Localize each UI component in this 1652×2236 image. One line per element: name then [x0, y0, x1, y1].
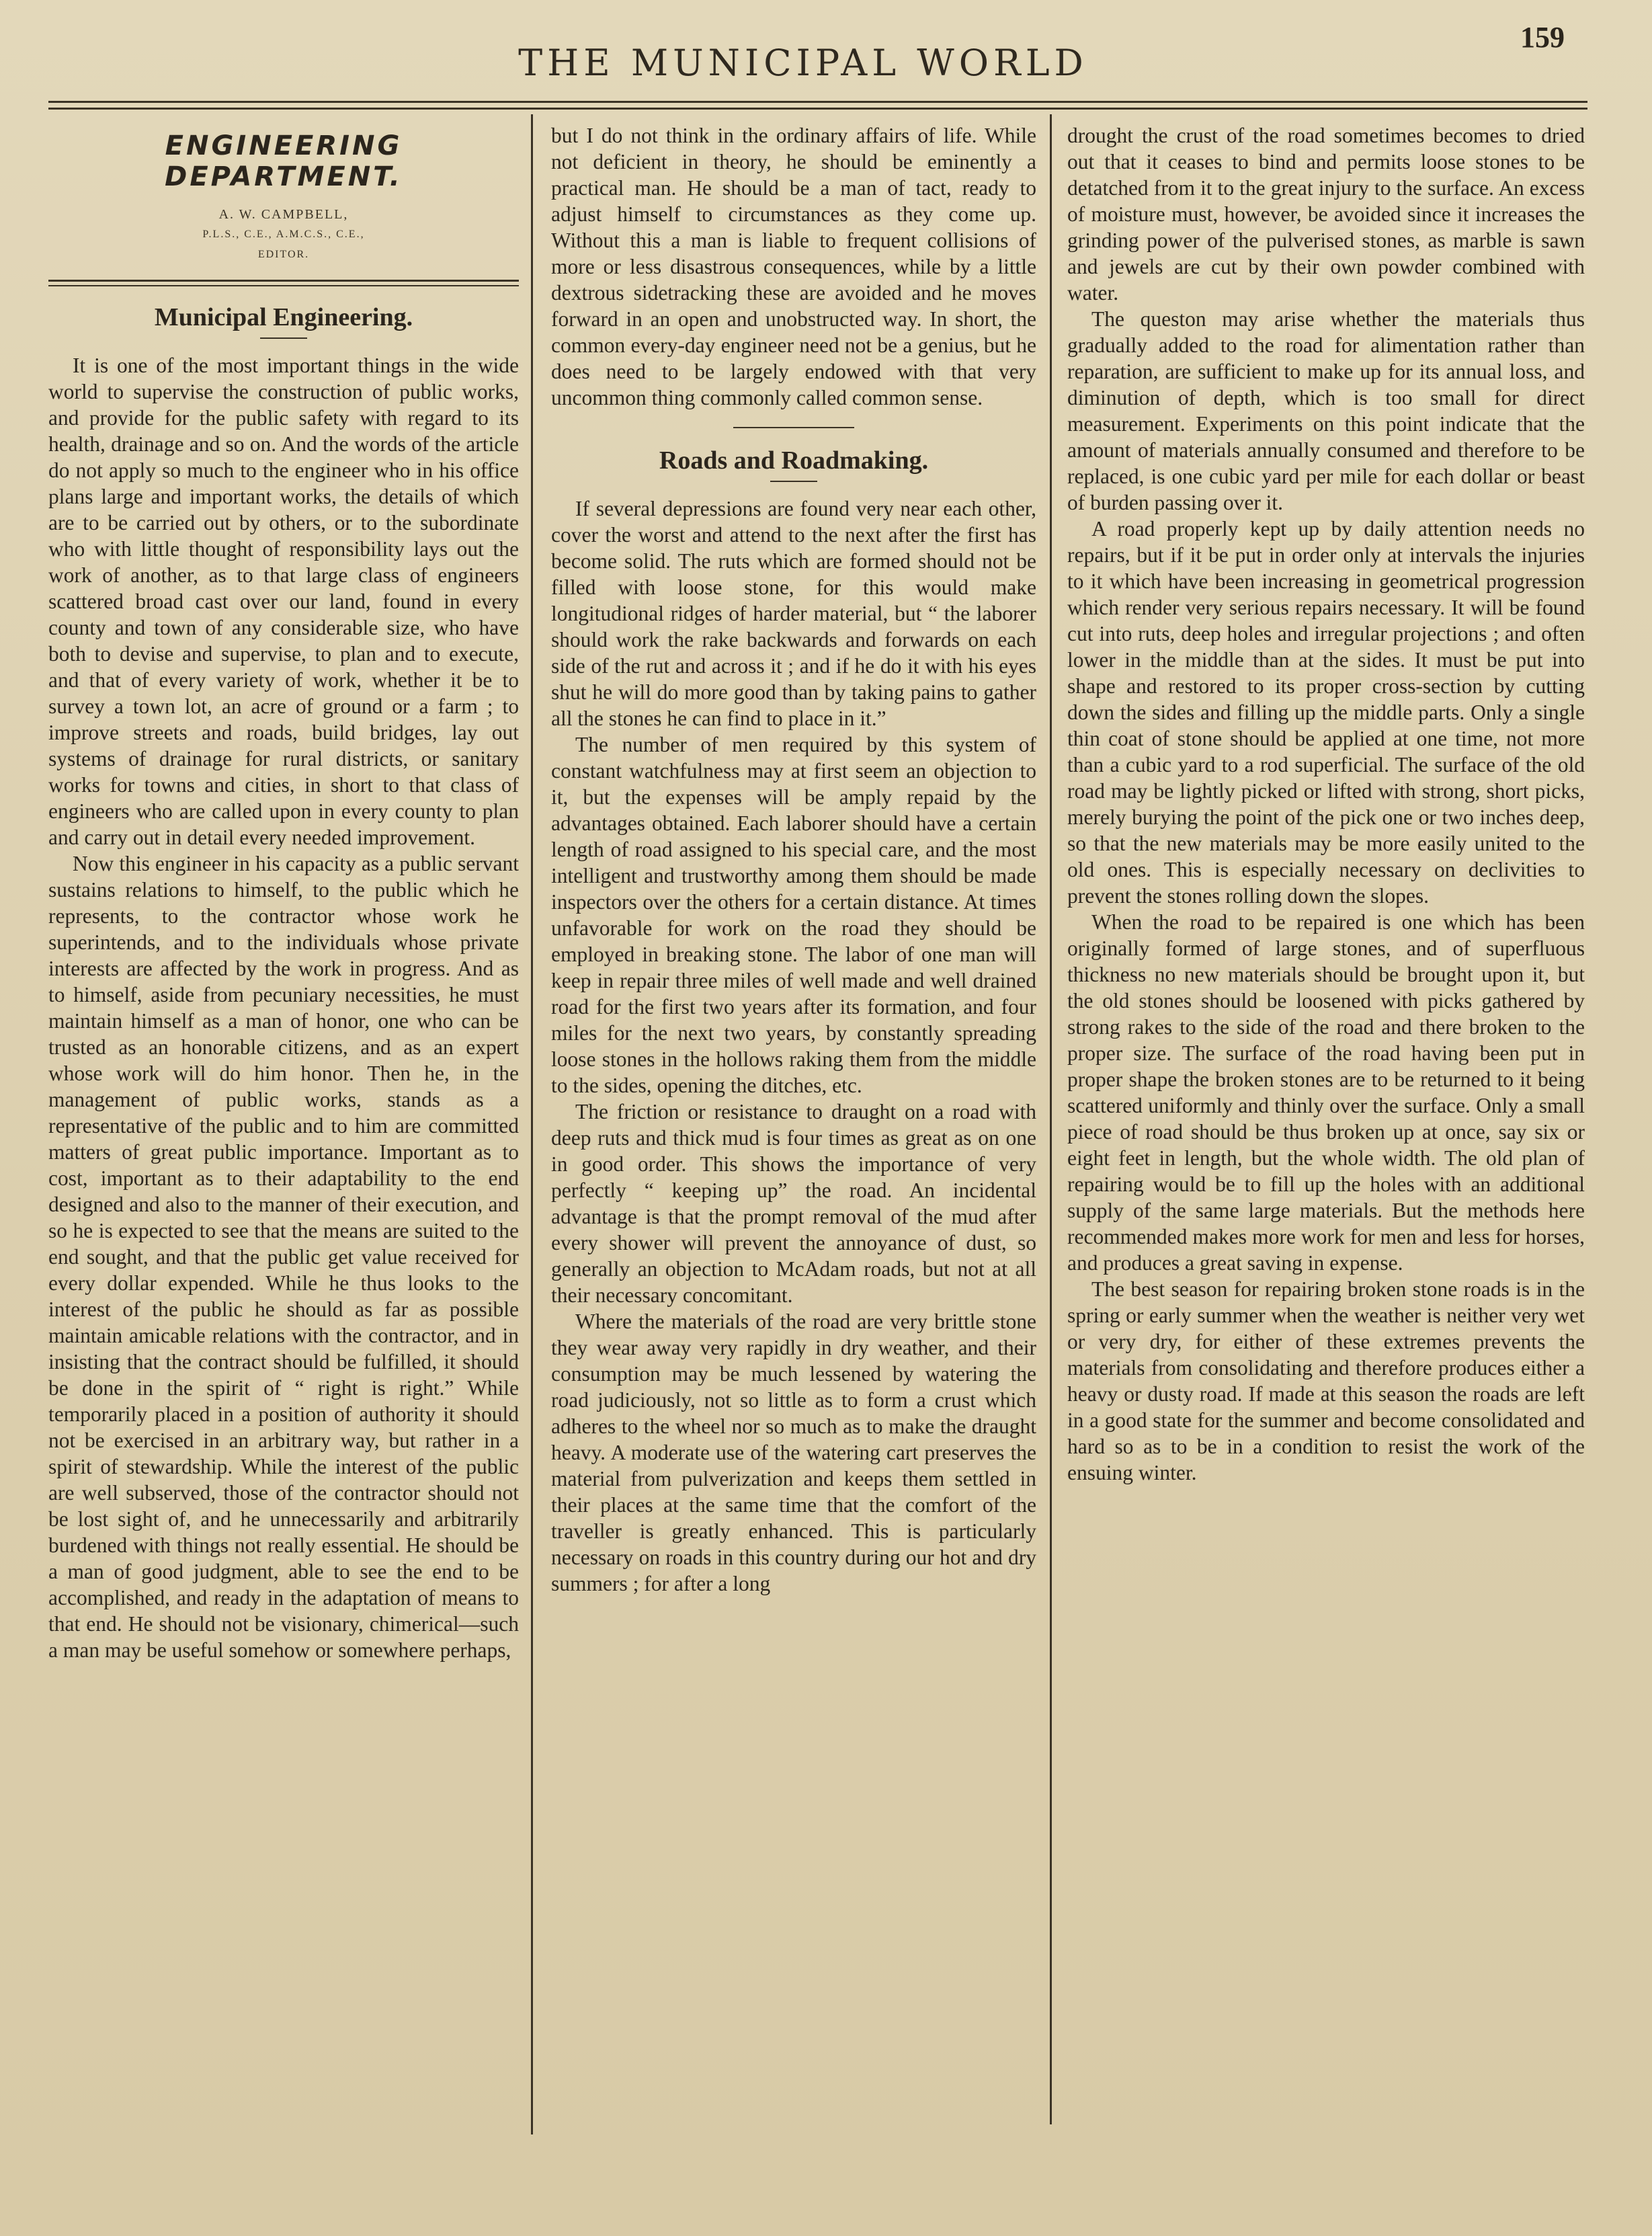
article-paragraph: Where the materials of the road are very brittle stone they wear away very rapidly in dry weather, and their consumption may be much lessened by watering the road judiciously, not so little as to form a crust which adheres to the wheel nor so much as to make the draught heavy. A moderate use of the watering cart preserves the material from pulverization and keeps them settled in their places at the same time that the comfort of the traveller is greatly enhanced. This is particularly necessary on roads in this country during our hot and dry summers ; for after a long	[551, 1310, 1036, 1595]
article-paragraph: The queston may arise whether the materials thus gradually added to the road for alimentation rather than reparation, are sufficient to make up for its annual loss, and diminution of depth, which is too small for direct measurement. Experiments on this point indicate that the amount of materials annually consumed and therefore to be replaced, is one cubic yard per mile for each dollar or beast of burden passing over it.	[1067, 307, 1585, 514]
article-paragraph: Now this engineer in his capacity as a public servant sustains relations to himself, to the public which he represents, to the contractor whose work he superintends, and to the individuals whose private interests are affected by the work in progress. And as to himself, aside from pecuniary necessities, he must maintain himself as a man of honor, one who can be trusted as an honorable citizens, and as an expert whose work will do him honor. Then he, in the management of public works, stands as a representative of the public and to him are committed matters of great public importance. Important as to cost, important as to their adaptability to the end designed and also to the manner of their execution, and so he is expected to see that the means are suited to the end sought, and that the public get value received for every dollar expended. While he thus looks to the interest of the public he should as far as possible maintain amicable relations with the contractor, and in insisting that the contract should be fulfilled, it should be done in the spirit of “ right is right.” While temporarily placed in a position of authority it should not be exercised in an arbitrary way, but rather in a spirit of stewardship. While the interest of the public are well subserved, those of the contractor should not be lost sight of, and he unnecessarily and arbitrarily burdened with things not really essential. He should be a man of good judgment, able to see the end to be accomplished, and ready in the adaptation of means to that end. He should not be visionary, chimerical—such a man may be useful somehow or somewhere perhaps,	[48, 852, 519, 1662]
column-3	[1067, 122, 1585, 2153]
article-paragraph-continued: drought the crust of the road sometimes becomes to dried out that it ceases to bind and permits loose stones to be detatched from it to the great injury to the surface. An excess of moisture must, however, be avoided since it increases the grinding power of the pulverised stones, as marble is sawn and jewels are cut by their own powder combined with water.	[1067, 124, 1585, 305]
article-paragraph: The friction or resistance to draught on a road with deep ruts and thick mud is four times as great as on one in good order. This shows the importance of very perfectly “ keeping up” the road. An incidental advantage is that the prompt removal of the mud after every shower will prevent the annoyance of dust, so generally an objection to McAdam roads, but not at all their necessary concomitant.	[551, 1100, 1036, 1307]
editor-name: A. W. CAMPBELL,	[218, 207, 349, 222]
article-title-roads-and-roadmaking: Roads and Roadmaking.	[659, 446, 929, 475]
editor-credentials: P.L.S., C.E., A.M.C.S., C.E.,	[202, 229, 365, 240]
page-number: 159	[1520, 21, 1565, 54]
column-divider-1	[531, 114, 533, 2134]
title-dash	[770, 481, 817, 482]
article-paragraph: If several depressions are found very near each other, cover the worst and attend to the next after the first has become solid. The ruts which are formed should not be filled with loose stone, for this would make longitudional ridges of harder material, but “ the laborer should work the rake backwards and forwards on each side of the rut and across it ; and if he do it with his eyes shut he will do more good than by taking pains to gather all the stones he can find to place in it.”	[551, 497, 1036, 730]
article-paragraph: A road properly kept up by daily attention needs no repairs, but if it be put in order only at intervals the injuries to it which have been increasing in geometrical progression which render very serious repairs necessary. It will be found cut into ruts, deep holes and irregular projections ; and often lower in the middle than at the sides. It must be put into shape and restored to its proper cross-section by cutting down the sides and filling up the middle parts. Only a single thin coat of stone should be applied at one time, not more than a cubic yard to a rod superficial. The surface of the old road may be lightly picked or lifted with strong, short picks, merely burying the point of the pick one or two inches deep, so that the new materials may be more easily united to the old ones. This is especially necessary on declivities to prevent the stones rolling down the slopes.	[1067, 517, 1585, 908]
editor-role: EDITOR.	[257, 249, 310, 260]
article-paragraph: It is one of the most important things in the wide world to supervise the construction of public works, and provide for the public safety with regard to its health, drainage and so on. And the words of the article do not apply so much to the engineer who in his office plans large and important works, the details of which are to be carried out by others, or to the subordinate who with little thought of responsibility lays out the work of another, as to that large class of engineers scattered broad cast over our land, found in every county and town of any considerable size, who have both to devise and supervise, to plan and to execute, and that of every variety of work, whether it be to survey a town lot, an acre of ground or a farm ; to improve streets and roads, build bridges, lay out systems of drainage for rural districts, or sanitary works for towns and cities, in short to that class of engineers who are called upon in every county to plan and carry out in detail every needed improvement.	[48, 354, 519, 849]
article-paragraph-continued: but I do not think in the ordinary affairs of life. While not deficient in theory, he should be eminently a practical man. He should be a man of tact, ready to adjust himself to circumstances as they come up. Without this a man is liable to frequent collisions of more or less disastrous consequences, while by a little dextrous sidetracking these are avoided and he moves forward in an open and unobstructed way. In short, the common every-day engineer need not be a genius, but he does need to be largely endowed with that very uncommon thing commonly called common sense.	[551, 124, 1036, 409]
column-divider-2	[1050, 114, 1052, 2124]
column-2	[551, 122, 1036, 2153]
title-dash	[260, 337, 307, 339]
department-rule	[48, 280, 519, 286]
masthead: THE MUNICIPAL WORLD	[518, 42, 1088, 84]
article-separator	[733, 427, 854, 428]
department-title: ENGINEERING DEPARTMENT.	[165, 130, 403, 192]
column-1	[48, 122, 519, 2153]
article-paragraph: When the road to be repaired is one which has been originally formed of large stones, and of superfluous thickness no new materials should be brought upon it, but the old stones should be loosened with picks gathered by strong rakes to the side of the road and there broken to the proper size. The surface of the road having been put in proper shape the broken stones are to be returned to it being scattered uniformly and thinly over the surface. Only a small piece of road should be thus broken up at once, say six or eight feet in length, but the whole width. The old plan of repairing would be to fill up the holes with an additional supply of the same large materials. But the methods here recommended makes more work for men and less for horses, and produces a great saving in expense.	[1067, 910, 1585, 1275]
article-paragraph: The best season for repairing broken stone roads is in the spring or early summer when the weather is neither very wet or very dry, for either of these extremes prevents the materials from consolidating and therefore produces either a heavy or dusty road. If made at this season the roads are left in a good state for the summer and become consolidated and hard so as to be in a condition to resist the work of the ensuing winter.	[1067, 1277, 1585, 1484]
masthead-rule-bottom	[48, 108, 1587, 110]
article-paragraph: The number of men required by this system of constant watchfulness may at first seem an objection to it, but the expenses will be amply repaid by the advantages obtained. Each laborer should have a certain length of road assigned to his special care, and the most intelligent and trustworthy among them should be made inspectors over the others for a certain distance. At times unfavorable for work on the road they should be employed in breaking stone. The labor of one man will keep in repair three miles of well made and well drained road for the first two years after its formation, and four miles for the next two years, by constantly spreading loose stones in the hollows raking them from the middle to the sides, opening the ditches, etc.	[551, 733, 1036, 1097]
article-title-municipal-engineering: Municipal Engineering.	[154, 303, 413, 331]
masthead-rule-top	[48, 101, 1587, 103]
